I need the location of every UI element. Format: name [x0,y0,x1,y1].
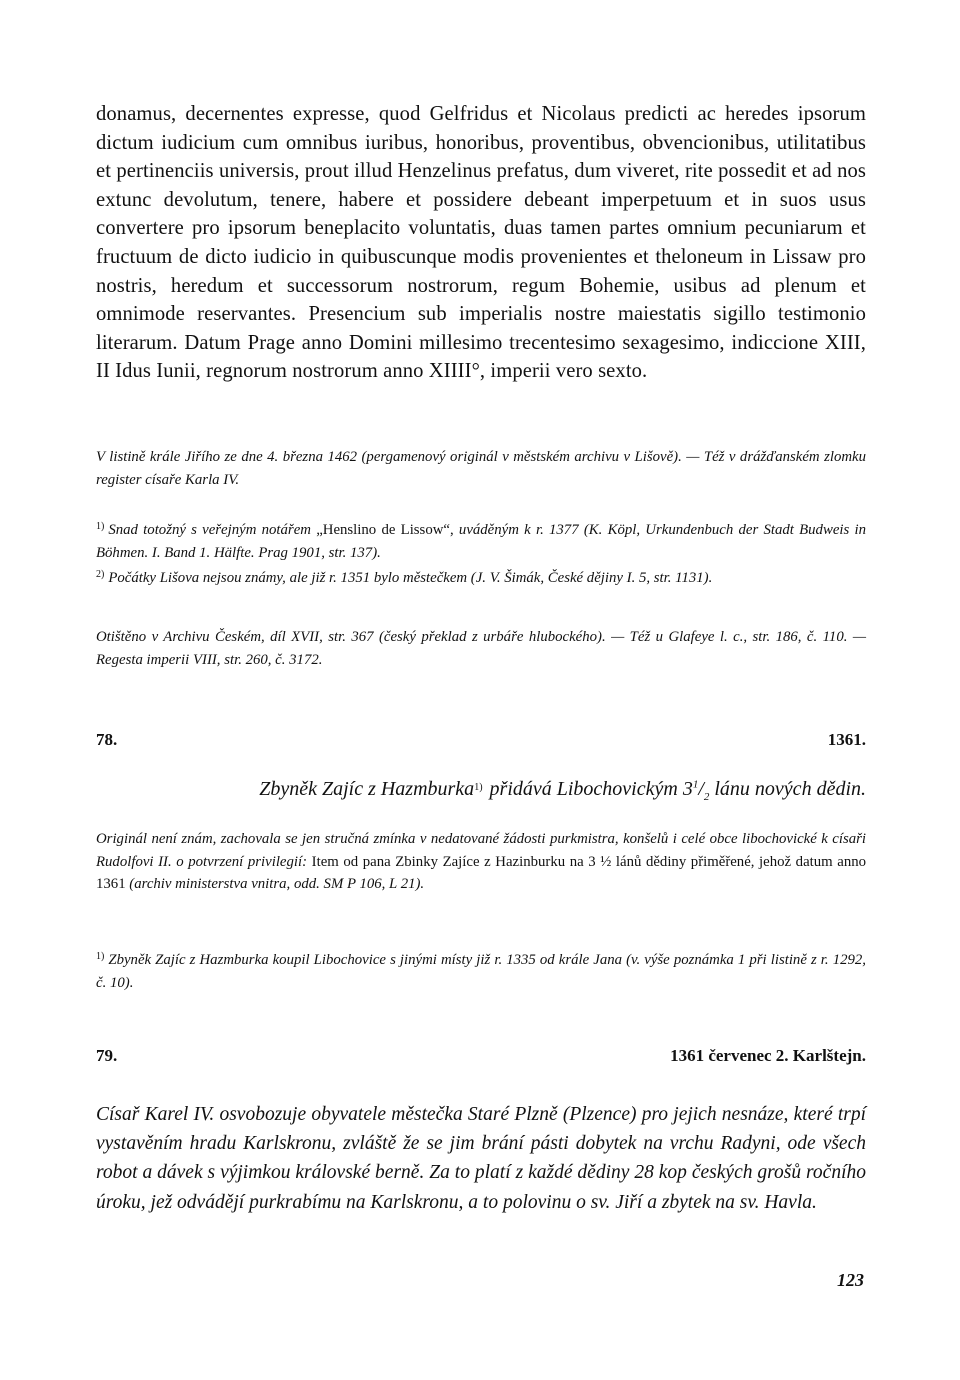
print-note: Otištěno v Archivu Českém, díl XVII, str. 367 (český překlad z urbáře hlubockého). — Též u Glafeye l. c., str. 186, č. 110. — Regesta imperii VIII, str. 260, č. 3172. [96,629,866,668]
document-number: 79. [96,1046,118,1065]
main-latin-text [96,100,866,386]
footnote-1: $^{1)}$ Snad totožný s veřejným notářem „Henslino de Lissow“, uváděným k r. 1377 (K. Köpl, Urkundenbuch der Stadt Budweis in Böhmen. I. Band 1. Hälfte. Prag 1901, str. 137). [96,521,867,561]
document-78-header [96,730,866,750]
document-78-heading: Zbyněk Zajíc z Hazmburka$^{1)}$ přidává Libochovickým $3^1/_2$ lánu nových dědin. [259,778,866,803]
document-date: 1361. [827,730,866,749]
page-number: 123 [837,1270,864,1290]
document-number: 78. [96,730,118,749]
footnotes-77 [96,516,866,590]
document-78-note: Originál není znám, zachovala se jen stručná zmínka v nedatované žádosti purkmistra, konšelů i celé obce libochovické k císaři Rudolfovi II. o potvrzení privilegií: Item od pana Zbinky Zajíce z Hazinburku na 3 ½ lánů dědiny přiměřené, jehož datum anno 1361 (archiv ministerstva vnitra, odd. SM P 106, L 21). [96,831,867,892]
document-78-footnote: $^{1)}$ Zbyněk Zajíc z Hazmburka koupil Libochovice s jinými místy již r. 1335 od krále Jana (v. výše poznámka 1 při listině z r. 1292, č. 10). [96,951,866,991]
main-text-body: donamus, decernentes expresse, quod Gelfridus et Nicolaus predicti ac heredes ipsorum dictum iudicium cum omnibus iuribus, honoribus, proventibus, obvencionibus, utilitatibus et pertinenciis universis, prout illud Henzelinus prefatus, dum viveret, rite possedit et ad nos extunc devolutum, tenere, habere et possidere debeant imperpetuum et in suos usus convertere pro ipsorum beneplacito voluntatis, duas tamen partes omnium pecuniarum et fructuum de dicto iudicio in quibuscunque modis provenientes et theloneum in Lissaw pro nostris, heredum et successorum nostrorum, regum Bohemie, usibus ad plenum et omnimode reservantes. Presencium sub imperialis nostre maiestatis sigillo testimonio literarum. Datum Prage anno Domini millesimo trecentesimo sexagesimo, indiccione XIII, II Idus Iunii, regnorum nostrorum anno XIIII°, imperii vero sexto. [96,103,866,383]
footnote-2: $^{2)}$ Počátky Lišova nejsou známy, ale již r. 1351 bylo městečkem (J. V. Šimák, České dějiny I. 5, str. 1131). [96,569,713,586]
source-note: V listině krále Jiřího ze dne 4. března 1462 (pergamenový originál v městském archivu v Lišově). — Též v drážďanském zlomku register císaře Karla IV. [96,449,866,488]
document-79-header [96,1046,866,1066]
document-date: 1361 červenec 2. Karlštejn. [670,1046,866,1065]
document-79-summary: Císař Karel IV. osvobozuje obyvatele městečka Staré Plzně (Plzence) pro jejich nesnáze, které trpí vystavěním hradu Karlskronu, zvláště že se jim brání pásti dobytek na vrchu Radyni, ode všech robot a dávek s výjimkou královské berně. Za to platí z každé dědiny 28 kop českých grošů ročního úroku, jež odvádějí purkrabímu na Karlskronu, a to polovinu o sv. Jiří a zbytek na sv. Havla. [96,1104,866,1213]
